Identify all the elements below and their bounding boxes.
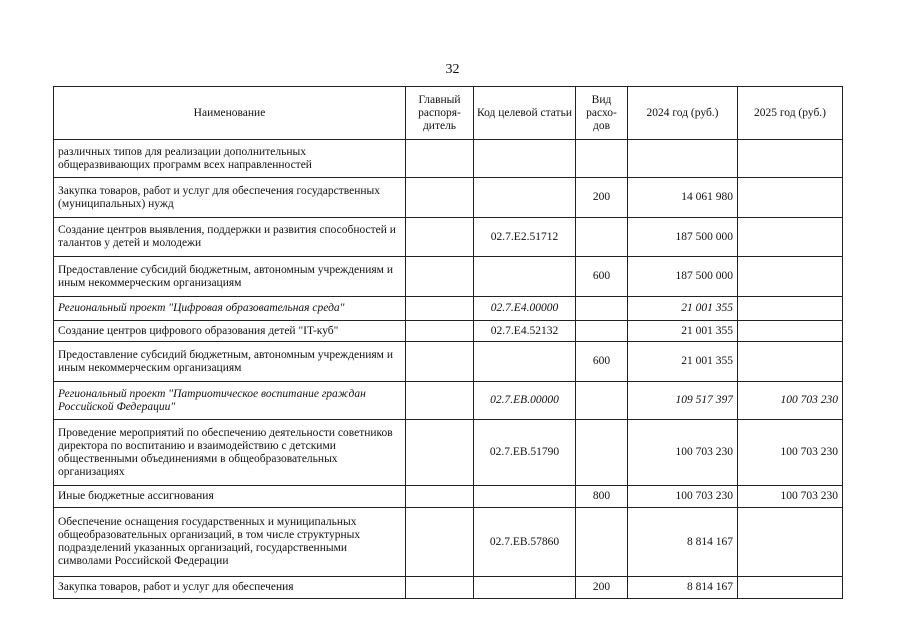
cell-2024: 8 814 167 (628, 508, 738, 577)
cell-code (474, 257, 576, 297)
page-number: 32 (445, 62, 460, 77)
cell-type: 600 (576, 342, 628, 382)
cell-code: 02.7.E4.00000 (474, 297, 576, 321)
cell-2025 (738, 297, 843, 321)
cell-name: Региональный проект "Патриотическое воспитание граждан Российской Федерации" (54, 382, 406, 420)
cell-name: Закупка товаров, работ и услуг для обеспечения (54, 577, 406, 599)
cell-type: 200 (576, 577, 628, 599)
cell-manager (406, 342, 474, 382)
cell-name: различных типов для реализации дополнительных общеразвивающих программ всех направленностей (54, 140, 406, 178)
cell-type (576, 218, 628, 257)
cell-type: 600 (576, 257, 628, 297)
table-row (54, 486, 843, 508)
cell-code: 02.7.EB.57860 (474, 508, 576, 577)
cell-2025 (738, 577, 843, 599)
cell-manager (406, 218, 474, 257)
cell-type (576, 508, 628, 577)
cell-name: Проведение мероприятий по обеспечению деятельности советников директора по воспитанию и взаимодействию с детскими общественными объединениями в общеобразовательных организациях (54, 420, 406, 486)
column-header-manager: Главный распоря-дитель (406, 87, 474, 140)
cell-name: Предоставление субсидий бюджетным, автономным учреждениям и иным некоммерческим организациям (54, 342, 406, 382)
table-row (54, 218, 843, 257)
cell-2025 (738, 508, 843, 577)
cell-2024: 8 814 167 (628, 577, 738, 599)
cell-name: Закупка товаров, работ и услуг для обеспечения государственных (муниципальных) нужд (54, 178, 406, 218)
table-row (54, 577, 843, 599)
table-row (54, 321, 843, 342)
cell-2024: 14 061 980 (628, 178, 738, 218)
cell-2024: 100 703 230 (628, 420, 738, 486)
cell-2025 (738, 321, 843, 342)
cell-name: Предоставление субсидий бюджетным, автономным учреждениям и иным некоммерческим организациям (54, 257, 406, 297)
cell-2024: 21 001 355 (628, 321, 738, 342)
cell-2025 (738, 342, 843, 382)
cell-manager (406, 257, 474, 297)
cell-manager (406, 420, 474, 486)
cell-2025: 100 703 230 (738, 486, 843, 508)
cell-2025: 100 703 230 (738, 420, 843, 486)
cell-type: 200 (576, 178, 628, 218)
cell-2025 (738, 140, 843, 178)
cell-manager (406, 140, 474, 178)
cell-2024: 21 001 355 (628, 297, 738, 321)
table-row (54, 420, 843, 486)
cell-name: Создание центров цифрового образования детей "IT-куб" (54, 321, 406, 342)
cell-code (474, 486, 576, 508)
cell-manager (406, 577, 474, 599)
budget-table (53, 86, 843, 599)
cell-2025 (738, 257, 843, 297)
cell-2024: 21 001 355 (628, 342, 738, 382)
column-header-2024: 2024 год (руб.) (628, 87, 738, 140)
table-row (54, 508, 843, 577)
cell-code: 02.7.E4.52132 (474, 321, 576, 342)
cell-code (474, 577, 576, 599)
cell-code (474, 140, 576, 178)
cell-2024: 187 500 000 (628, 257, 738, 297)
cell-code (474, 342, 576, 382)
cell-manager (406, 321, 474, 342)
cell-manager (406, 297, 474, 321)
cell-2024: 100 703 230 (628, 486, 738, 508)
cell-2025 (738, 178, 843, 218)
table-header-row (54, 87, 843, 140)
cell-name: Региональный проект "Цифровая образовательная среда" (54, 297, 406, 321)
cell-2025: 100 703 230 (738, 382, 843, 420)
cell-code (474, 178, 576, 218)
cell-type (576, 382, 628, 420)
column-header-2025: 2025 год (руб.) (738, 87, 843, 140)
cell-name: Обеспечение оснащения государственных и муниципальных общеобразовательных организаций, в том числе структурных подразделений указанных организаций, государственными символами Российской Федерации (54, 508, 406, 577)
cell-manager (406, 508, 474, 577)
cell-name: Иные бюджетные ассигнования (54, 486, 406, 508)
table-row (54, 140, 843, 178)
cell-2024: 187 500 000 (628, 218, 738, 257)
cell-code: 02.7.EB.51790 (474, 420, 576, 486)
cell-manager (406, 382, 474, 420)
table-row (54, 342, 843, 382)
cell-type (576, 297, 628, 321)
table-row (54, 382, 843, 420)
table-row (54, 178, 843, 218)
cell-name: Создание центров выявления, поддержки и развития способностей и талантов у детей и молодежи (54, 218, 406, 257)
cell-code: 02.7.EB.00000 (474, 382, 576, 420)
column-header-type: Вид расхо-дов (576, 87, 628, 140)
column-header-code: Код целевой статьи (474, 87, 576, 140)
cell-type (576, 321, 628, 342)
cell-type: 800 (576, 486, 628, 508)
cell-2024: 109 517 397 (628, 382, 738, 420)
cell-2024 (628, 140, 738, 178)
column-header-name: Наименование (54, 87, 406, 140)
cell-type (576, 140, 628, 178)
cell-code: 02.7.E2.51712 (474, 218, 576, 257)
cell-manager (406, 178, 474, 218)
table-row (54, 297, 843, 321)
table-row (54, 257, 843, 297)
cell-2025 (738, 218, 843, 257)
cell-manager (406, 486, 474, 508)
cell-type (576, 420, 628, 486)
